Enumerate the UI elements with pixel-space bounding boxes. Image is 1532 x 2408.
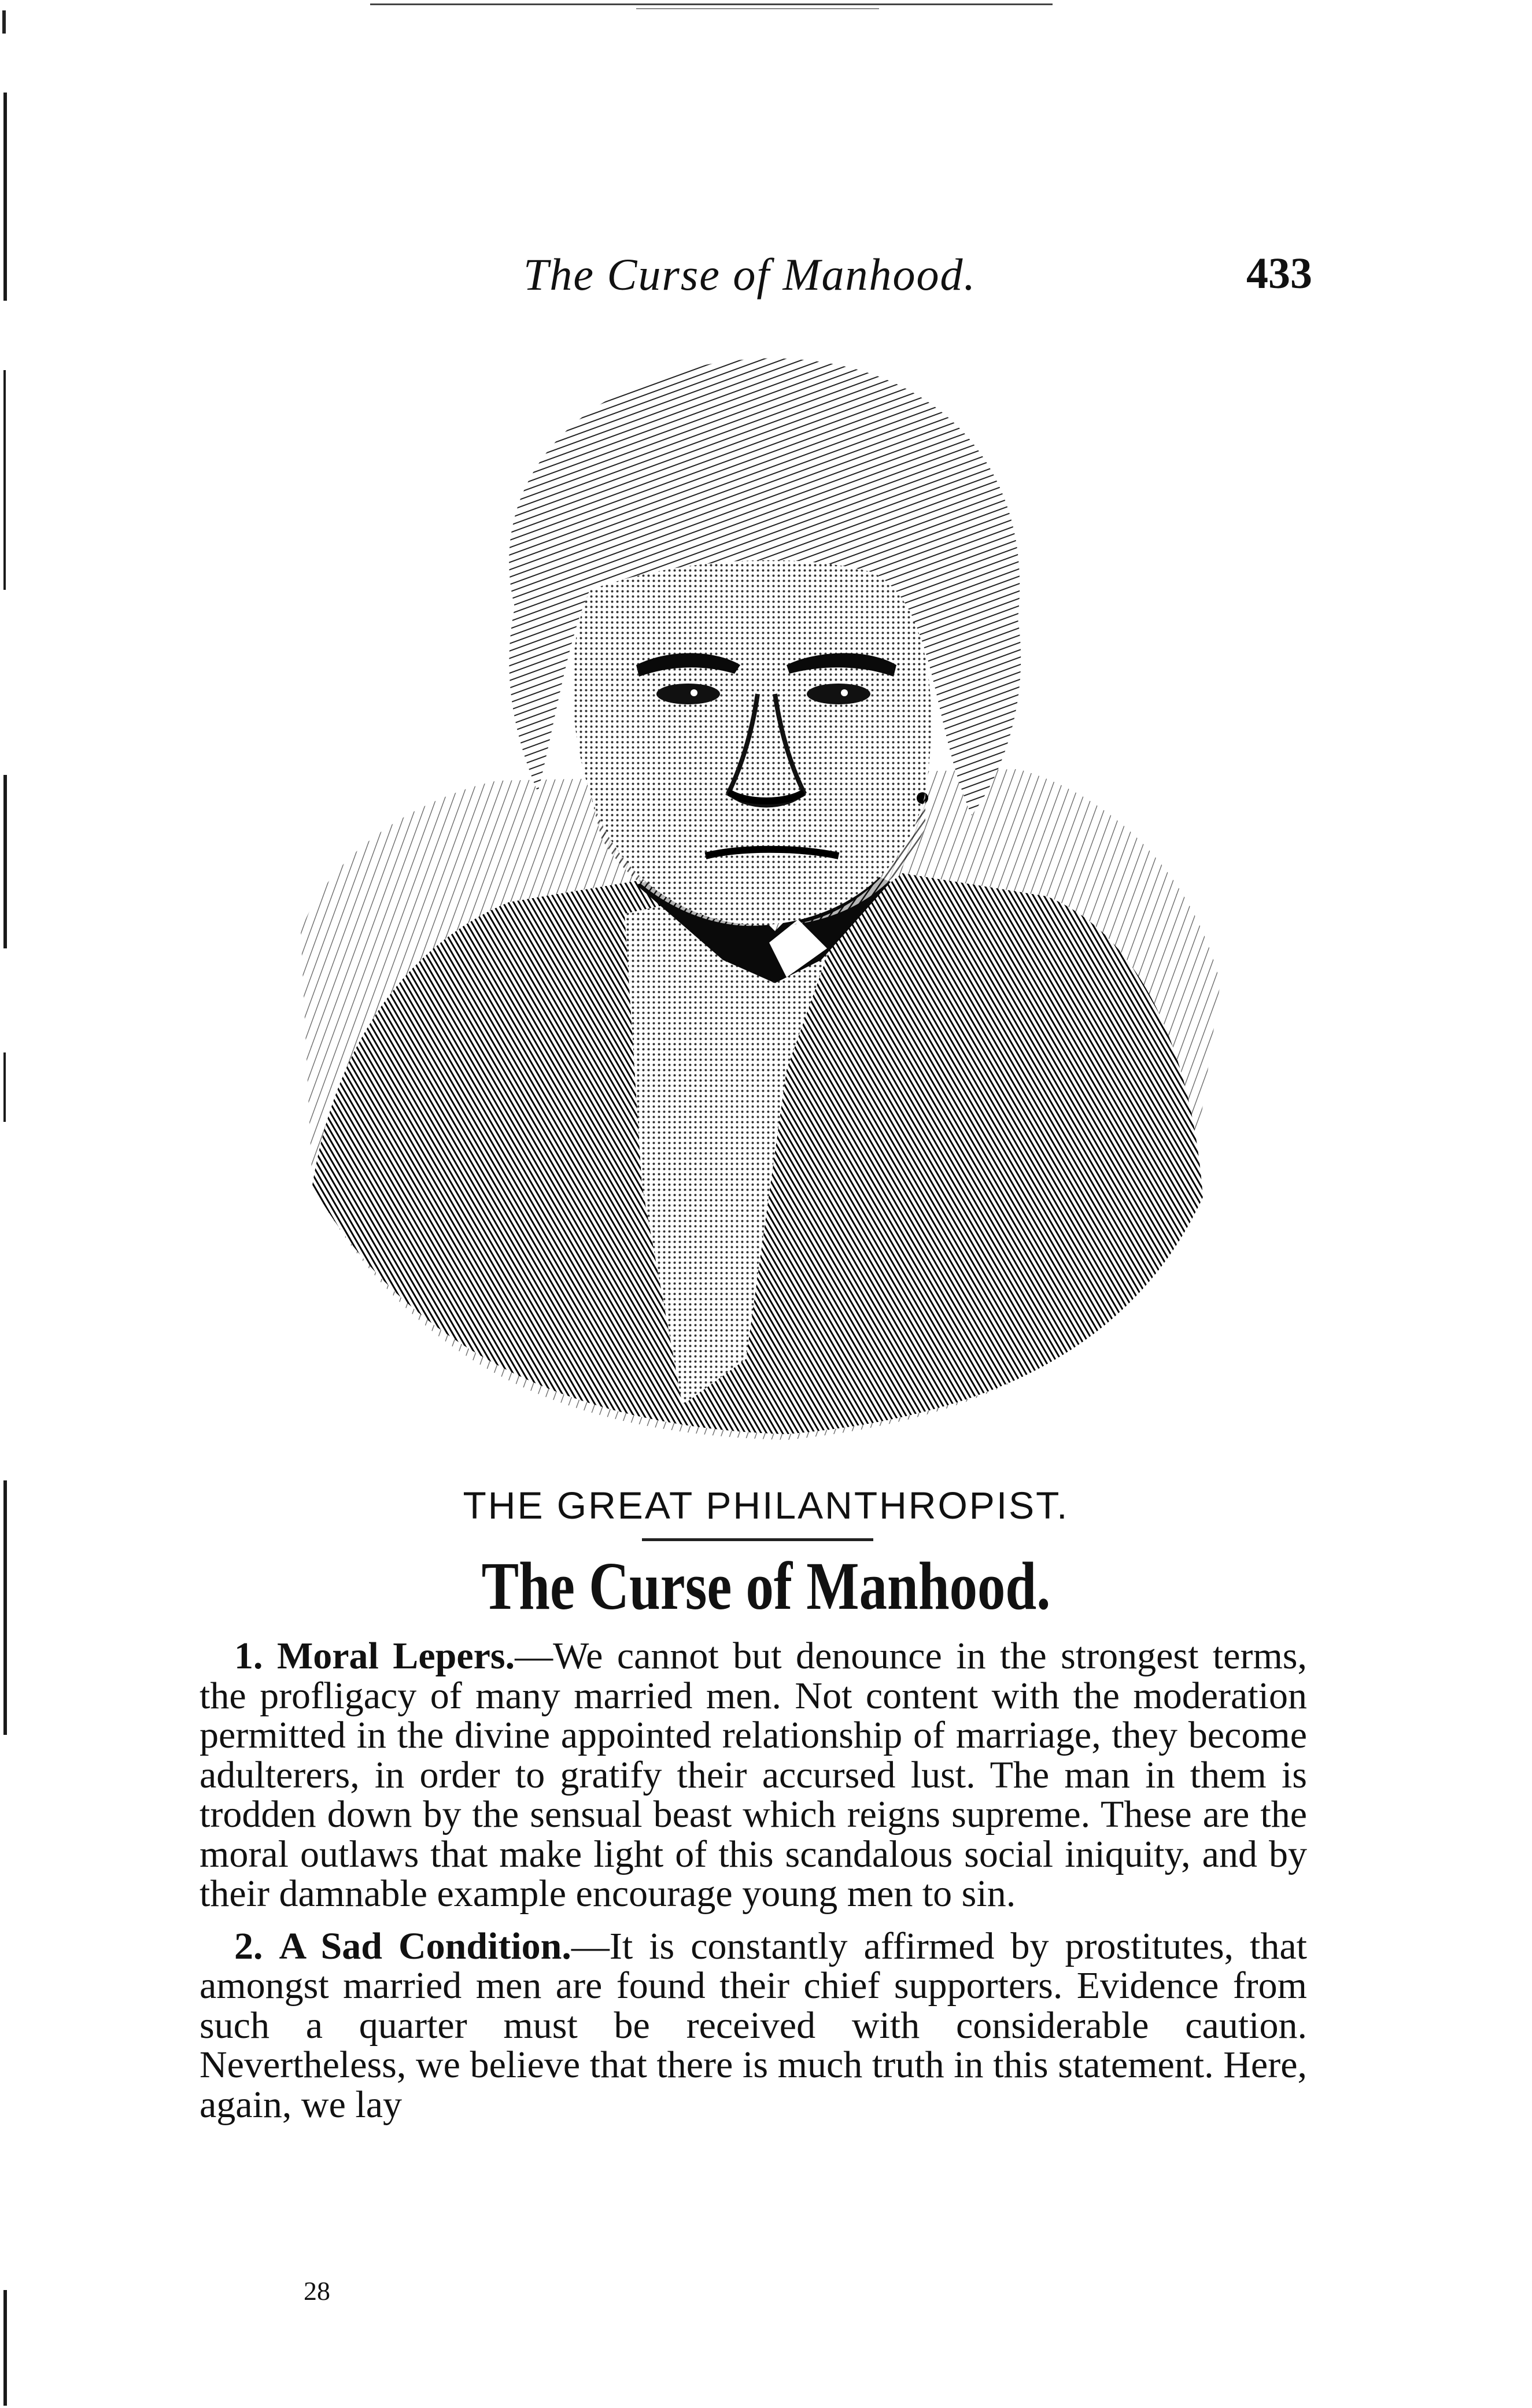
paragraph-heading: Moral Lepers. [276,1635,515,1677]
paragraph-number: 1. [234,1635,263,1677]
scan-left-edge [3,1052,6,1122]
paragraph-number: 2. [234,1925,263,1967]
top-border-rule-secondary [636,8,879,9]
scan-edge-mark [2,10,6,34]
paragraph-text: —It is constantly affirmed by prostitutes, that amongst married men are found their chief supporters. Evidence from such a quarter must be received with considerable caution. Nevertheless, we believe that there is much truth in this statement. Here, again, we lay [200,1925,1307,2126]
signature-mark: 28 [304,2276,330,2306]
illustration-caption: THE GREAT PHILANTHROPIST. [463,1484,1069,1527]
scan-left-edge [3,370,6,590]
paragraph [200,1927,1307,2125]
paragraph-text: —We cannot but denounce in the strongest terms, the profligacy of many married men. Not content with the moderation permitted in the divine appointed relationship of marriage, they become adulterers, in order to gratify their accursed lust. The man in them is trodden down by the sensual beast which reigns supreme. These are the moral outlaws that make light of this scandalous social iniquity, and by their damnable example encourage young men to sin. [200,1635,1307,1915]
left-eye [656,684,720,704]
top-border-rule [370,3,1053,5]
caption-rule [642,1538,873,1541]
running-head-title: The Curse of Manhood. [523,249,976,300]
right-eye [807,684,870,704]
scan-left-edge [3,2290,7,2406]
body-text [200,1637,1307,2137]
scan-left-edge [3,775,7,948]
paragraph [200,1637,1307,1914]
chapter-title: The Curse of Manhood. [481,1548,1051,1624]
running-head [0,249,1532,312]
page-number: 433 [1246,249,1312,298]
portrait-engraving [266,318,1249,1475]
paragraph-heading: A Sad Condition. [279,1925,571,1967]
cheek-mole [917,792,928,804]
